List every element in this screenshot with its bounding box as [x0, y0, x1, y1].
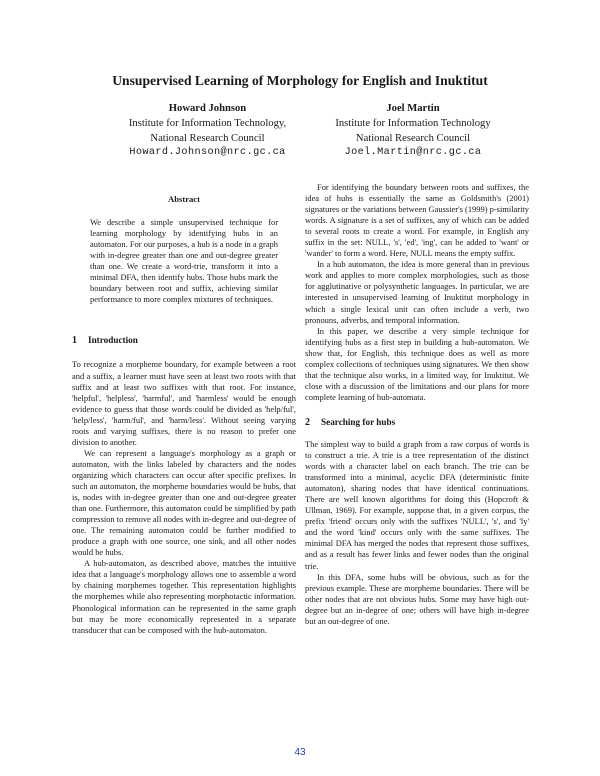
searching-paragraph-1: The simplest way to build a graph from a raw corpus of words is to construct a trie. A trie is a tree representation of the distinct words with a character label on each branch. The trie can be transformed into a minimal, acyclic DFA (deterministic finite automaton), sharing nodes that have identical continuations. There are well known algorithms for doing this (Hopcroft & Ullman, 1969). For example, suppose that, in a given corpus, the prefix 'friend' occurs only with the suffixes 'NULL', 's', and 'ly' and the word 'kind' occurs only with the same suffixes. The minimal DFA has merged the nodes that represent those suffixes, and as a result has fewer links and fewer nodes than the original trie.	[305, 438, 529, 571]
intro-paragraph-4: For identifying the boundary between roots and suffixes, the idea of hubs is essentially the same as Goldsmith's (2001) signatures or the variations between Gaussier's (1999) p-similarity words. A signature is a set of suffixes, any of which can be added to several roots to create a word. For example, in English any suffix in the set: NULL, 's', 'ed', 'ing', can be added to 'want' or 'wander' to form a word. Here, NULL means the empty suffix.	[305, 182, 529, 259]
searching-paragraph-2: In this DFA, some hubs will be obvious, such as for the previous example. These are morpheme boundaries. There will be other nodes that are not obvious hubs. Some may have high out-degree but an in-degree of one; others will have high in-degree but an out-degree of one.	[305, 571, 529, 626]
section-number: 2	[305, 416, 310, 428]
intro-paragraph-5: In a hub automaton, the idea is more general than in previous work and applies to more complex morphologies, such as those for agglutinative or polysynthetic languages. In particular, we are interested in unsupervised learning of Inuktitut morphology in which a single lexical unit can often include a verb, two pronouns, adverbs, and temporal information.	[305, 259, 529, 325]
section-number: 1	[72, 335, 77, 347]
intro-paragraph-3: A hub-automaton, as described above, matches the intuitive idea that a language's morphology allows one to assemble a word by chaining morphemes together. This representation highlights the morphemes while also representing morphotactic information. Phonological information can be represented in the same graph but may be more economically represented in a separate transducer that can be composed with the hub-automaton.	[72, 558, 296, 635]
intro-paragraph-6: In this paper, we describe a very simple technique for identifying hubs as a first step in building a hub-automaton. We show that, for English, this technique does as well as more complex collections of techniques using signatures. We then show that the technique also works, in a limited way, for Inuktitut. We close with a discussion of the limitations and our plans for more complete learning of hub-automata.	[305, 325, 529, 402]
section-title: Searching for hubs	[321, 416, 396, 427]
right-column	[305, 182, 529, 627]
author-block-johnson	[95, 102, 320, 161]
section-heading-introduction	[72, 335, 296, 346]
intro-paragraph-1: To recognize a morpheme boundary, for example between a root and a suffix, a learner must have seen at least two roots with that suffix and at least two suffixes with that root. For instance, 'helpful', 'helpless', 'harmful', and 'harmless' would be enough evidence to guess that those words could be divided as 'help/ful', 'help/less', 'harm/ful', and 'harm/less'. Without seeing varying roots and varying suffixes, there is no reason to prefer one division to another.	[72, 359, 296, 447]
page-number: 43	[294, 747, 306, 758]
author-affiliation: Institute for Information Technology,	[128, 117, 287, 129]
intro-paragraph-2: We can represent a language's morphology as a graph or automaton, with the links labeled by characters and the nodes organizing which characters can occur after specific prefixes. In such an automaton, the morpheme boundaries would be hubs, that is, nodes with in-degree greater than one and out-degree greater than one. Furthermore, this automaton could be simplified by path compression to remove all nodes with in-degree and out-degree of one. The remaining automaton could be further modified to produce a graph with one source, one sink, and all other nodes would be hubs.	[72, 447, 296, 558]
author-name: Howard Johnson	[168, 103, 247, 114]
section-title: Introduction	[88, 335, 138, 346]
author-affiliation: Institute for Information Technology	[335, 117, 491, 129]
author-organization: National Research Council	[150, 132, 265, 144]
author-block-martin	[298, 102, 528, 161]
left-column	[72, 194, 296, 636]
paper-title: Unsupervised Learning of Morphology for English and Inuktitut	[112, 73, 488, 88]
abstract-text: We describe a simple unsupervised technique for learning morphology by identifying hubs in an automaton. For our purposes, a hub is a node in a graph with in-degree greater than one and out-degree greater than one. We create a word-trie, transform it into a minimal DFA, then identify hubs. Those hubs mark the boundary between root and suffix, achieving similar performance to more complex mixtures of techniques.	[90, 217, 278, 305]
abstract-heading: Abstract	[168, 194, 200, 204]
author-organization: National Research Council	[355, 132, 471, 144]
section-heading-searching	[305, 417, 529, 428]
author-email: Howard.Johnson@nrc.gc.ca	[129, 147, 286, 159]
author-name: Joel Martin	[386, 103, 440, 114]
author-email: Joel.Martin@nrc.gc.ca	[344, 147, 482, 159]
